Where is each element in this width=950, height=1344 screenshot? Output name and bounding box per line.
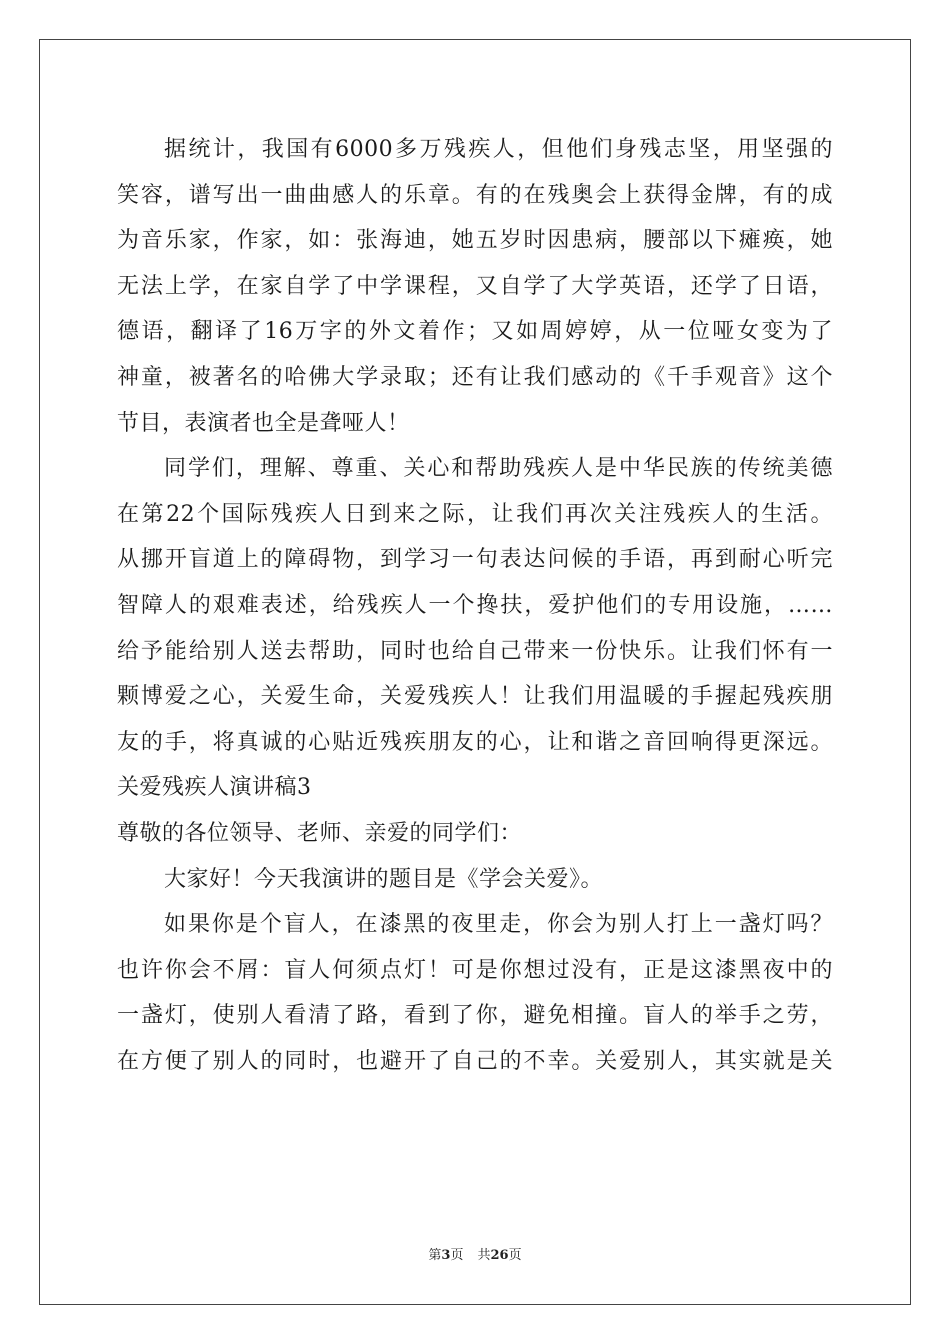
page-label-prefix: 第 (428, 1248, 442, 1263)
text-line: 也许你会不屑：盲人何须点灯！可是你想过没有，正是这漆黑夜中的 (117, 957, 833, 983)
total-pages: 26 (490, 1248, 509, 1263)
text-line: 给予能给别人送去帮助，同时也给自己带来一份快乐。让我们怀有一 (117, 638, 833, 664)
text-line: 友的手，将真诚的心贴近残疾朋友的心，让和谐之音回响得更深远。 (117, 729, 833, 755)
text-line: 尊敬的各位领导、老师、亲爱的同学们： (117, 820, 523, 846)
text-line: 节目，表演者也全是聋哑人！ (117, 410, 410, 436)
text-line: 笑容，谱写出一曲曲感人的乐章。有的在残奥会上获得金牌，有的成 (117, 182, 833, 208)
text-line: 关爱残疾人演讲稿3 (117, 775, 312, 801)
page-number: 3 (441, 1248, 451, 1263)
page-footer (0, 1247, 950, 1265)
text-line: 为音乐家，作家，如：张海迪，她五岁时因患病，腰部以下瘫痪，她 (117, 228, 833, 254)
total-label-suffix: 页 (508, 1248, 522, 1263)
text-line: 据统计，我国有6000多万残疾人，但他们身残志坚，用坚强的 (164, 137, 833, 162)
text-line: 颗博爱之心，关爱生命，关爱残疾人！让我们用温暖的手握起残疾朋 (117, 684, 833, 710)
text-line: 神童，被著名的哈佛大学录取；还有让我们感动的《千手观音》这个 (117, 364, 833, 390)
text-line: 大家好！今天我演讲的题目是《学会关爱》。 (164, 866, 604, 892)
text-line: 一盏灯，使别人看清了路，看到了你，避免相撞。盲人的举手之劳， (117, 1003, 833, 1029)
page-label-suffix: 页 (450, 1248, 464, 1263)
total-label-prefix: 共 (477, 1248, 491, 1263)
text-line: 如果你是个盲人，在漆黑的夜里走，你会为别人打上一盏灯吗？ (164, 912, 833, 938)
text-line: 德语，翻译了16万字的外文着作；又如周婷婷，从一位哑女变为了 (117, 319, 833, 345)
text-line: 在方便了别人的同时，也避开了自己的不幸。关爱别人，其实就是关 (117, 1048, 833, 1074)
text-line: 在第22个国际残疾人日到来之际，让我们再次关注残疾人的生活。 (117, 501, 833, 527)
text-line: 无法上学，在家自学了中学课程，又自学了大学英语，还学了日语， (117, 273, 833, 299)
text-line: 从挪开盲道上的障碍物，到学习一句表达问候的手语，再到耐心听完 (117, 547, 833, 573)
text-line: 智障人的艰难表述，给残疾人一个搀扶，爱护他们的专用设施，…… (117, 592, 833, 618)
text-line: 同学们，理解、尊重、关心和帮助残疾人是中华民族的传统美德 (164, 456, 833, 482)
document-body (117, 127, 833, 1084)
